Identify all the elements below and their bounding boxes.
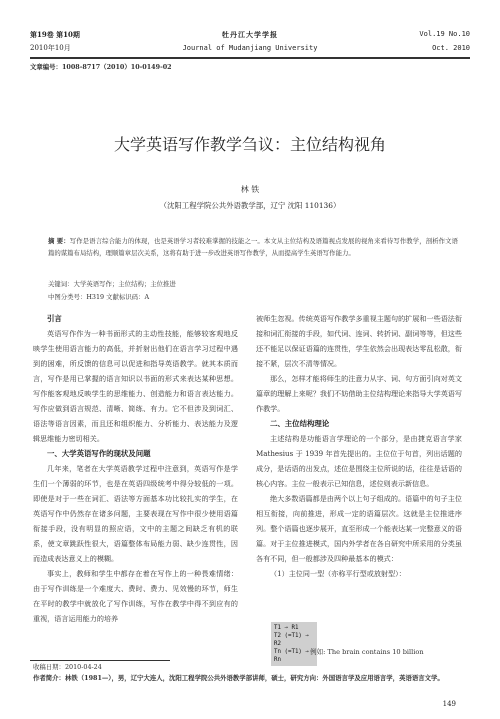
right-column	[256, 311, 462, 581]
body-paragraph: 被师生忽视。传统英语写作教学多重视主题句的扩展和一些语法衔接和词汇衔接的手段，如代词、连词、转折词、副词等等，但这些还不能足以保证语篇的连贯性，学生依然会出现表达零乱松散，衔接不紧，层次不清等情况。	[256, 314, 462, 368]
article-number: 文章编号：1008-8717（2010）10-0149-02	[30, 63, 172, 71]
author-name: 林 铁	[240, 185, 260, 194]
abstract-text: 写作是语言综合能力的体现，也是英语学习者较难掌握的技能之一。本文从主位结构及语篇视点发展的视角来看待写作教学，剖析作文语篇的谋篇布局结构，理顺篇章层次关系，这将有助于进一步改进英语写作教学，从而提高学生英语写作能力。	[48, 237, 458, 257]
page-number: 149	[442, 700, 456, 708]
body-paragraph: 事实上，教师和学生中都存在着在写作上的一种畏难情绪：由于写作训练是一个难度大、费时、费力、见效慢的环节，师生在平时的教学中就放化了写作训练，写作在教学中得不到应有的重视，语言运用能力的培养	[33, 569, 238, 623]
body-paragraph: 绝大多数语篇都是由两个以上句子组成的。语篇中的句子主位相互衔接，向前推进，形成一定的语篇层次。这就是主位推进序列。整个语篇也逐步展开，直至形成一个能表达某一完整意义的语篇。对于主位推进模式，国内外学者在各自研究中所采用的分类虽各有不同，但一般都涉及四种最基本的模式：	[256, 494, 462, 563]
keywords: 关键词：大学英语写作；主位结构；主位推进	[48, 280, 176, 288]
volume-issue-en: Vol.19 No.10	[419, 30, 470, 38]
date-en: Oct. 2010	[432, 44, 470, 52]
abstract	[48, 235, 458, 259]
abstract-label: 摘 要：	[48, 237, 70, 245]
classification: 中图分类号：H319 文献标识码：A	[48, 293, 150, 301]
body-paragraph: 那么，怎样才能将师生的注意力从字、词、句方面引向对英文篇章的理解上来呢？我们不妨借助主位结构理论来指导大学英语写作教学。	[256, 374, 462, 413]
intro-heading: 引言	[47, 314, 62, 323]
volume-issue-cn: 第19卷 第10期	[30, 30, 80, 39]
header-rule	[30, 57, 470, 59]
journal-name-cn: 牡丹江大学学报	[222, 30, 278, 39]
paper-title: 大学英语写作教学刍议：主位结构视角	[113, 135, 386, 154]
theme-progression-diagram	[271, 622, 317, 666]
section-heading-1: 一、大学英语写作的现状及问题	[47, 449, 151, 458]
formula-line: T1 → R1	[274, 625, 299, 631]
received-date: 收稿日期：2010-04-24	[33, 663, 102, 671]
section-heading-2: 二、主位结构理论	[270, 419, 330, 428]
journal-name-en: Journal of Mudanjiang University	[182, 44, 318, 52]
body-paragraph: 英语写作作为一种书面形式的主动性技能，能够较客观地反映学生使用语言能力的高低，并折射出他们在语言学习过程中遇到的困难，所反馈的信息可以促进和指导英语教学。就其本质而言，写作是用已掌握的语言知识以书面的形式来表达某种思想。写作能客观地反映学生的思维能力、创造能力和语言表达能力。写作应做到语言规范、清晰、简练、有力。它不但涉及到词汇、语法等语言因素，而且还和组织能力、分析能力、表达能力及逻辑思维能力密切相关。	[33, 329, 238, 443]
left-column	[33, 311, 238, 626]
example-text: 例如: The brain contains 10 billion	[310, 648, 424, 656]
footnote-rule	[30, 660, 170, 661]
body-paragraph: 主述结构是功能语言学理论的一个部分，是由捷克语言学家 Mathesius 于 1939 年首先提出的。主位位于句首，列出话题的成分，是话语的出发点，述位是围绕主位所说的话，往往是话语的核心内容。主位一般表示已知信息，述位则表示新信息。	[256, 434, 462, 488]
formula-line: T2 (=T1) → R2	[274, 633, 309, 647]
author-affiliation: （沈阳工程学院公共外语教学部，辽宁 沈阳 110136）	[159, 201, 341, 210]
formula-line: Tn (=T1) → Rn	[274, 649, 309, 663]
author-bio: 作者简介：林铁（1981—），男，辽宁大连人，沈阳工程学院公共外语教学部讲师，硕士，研究方向：外国语言学及应用语言学，英语语言文学。	[33, 674, 444, 682]
list-item: （1）主位同一型（亦称平行型或放射型）：	[270, 569, 406, 578]
date-cn: 2010年10月	[30, 44, 71, 52]
body-paragraph: 几年来，笔者在大学英语教学过程中注意到，英语写作是学生们一个薄弱的环节，也是在英语四级统考中得分较低的一项。即使是对于一些在词汇、语法等方面基本功比较扎实的学生，在英语写作中仍然存在诸多问题，主要表现在写作中很少使用语篇衔接手段，没有明显的照应语，文中的主题之间缺乏有机的联系，使文章跳跃性很大，语篇整体布局能力弱、缺少连贯性，因而造成表达意义上的模糊。	[33, 464, 238, 563]
